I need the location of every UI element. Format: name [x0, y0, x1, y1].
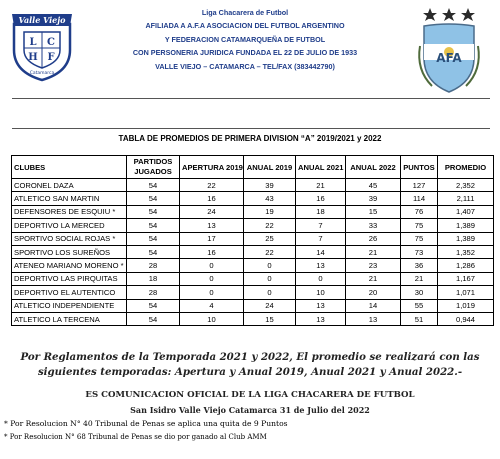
cell-club: DEFENSORES DE ESQUIU *: [12, 205, 127, 218]
header-line-contact: VALLE VIEJO – CATAMARCA – TEL/FAX (383442790): [155, 61, 335, 71]
cell-puntos: 55: [401, 299, 438, 312]
cell-apertura-2019: 22: [180, 179, 244, 192]
cell-club: DEPORTIVO LA MERCED: [12, 219, 127, 232]
cell-anual-2022: 20: [346, 286, 401, 299]
cell-anual-2021: 18: [296, 205, 346, 218]
cell-club: DEPORTIVO EL AUTENTICO: [12, 286, 127, 299]
cell-anual-2022: 21: [346, 245, 401, 258]
cell-partidos: 54: [127, 205, 180, 218]
official-communication: ES COMUNICACION OFICIAL DE LA LIGA CHACARERA DE FUTBOL: [85, 390, 415, 400]
logo-letter-f: F: [47, 52, 55, 63]
cell-promedio: 1,071: [438, 286, 494, 299]
place-date: San Isidro Valle Viejo Catamarca 31 de Julio del 2022: [130, 405, 370, 415]
cell-puntos: 30: [401, 286, 438, 299]
cell-anual-2021: 0: [296, 272, 346, 285]
cell-anual-2021: 21: [296, 179, 346, 192]
cell-apertura-2019: 4: [180, 299, 244, 312]
cell-apertura-2019: 10: [180, 312, 244, 325]
afa-logo: [414, 6, 484, 98]
cell-puntos: 21: [401, 272, 438, 285]
logo-bottom-text: Catamarca: [29, 71, 55, 76]
cell-promedio: 1,389: [438, 232, 494, 245]
cell-promedio: 2,352: [438, 179, 494, 192]
cell-partidos: 28: [127, 286, 180, 299]
cell-puntos: 114: [401, 192, 438, 205]
header-apertura-2019: APERTURA 2019: [180, 156, 244, 179]
cell-partidos: 54: [127, 232, 180, 245]
cell-promedio: 1,389: [438, 219, 494, 232]
logo-letter-l: L: [29, 37, 37, 48]
cell-anual-2021: 10: [296, 286, 346, 299]
table-row: [12, 259, 494, 272]
cell-anual-2022: 21: [346, 272, 401, 285]
header-line-league: Liga Chacarera de Futbol: [201, 8, 289, 17]
cell-promedio: 1,407: [438, 205, 494, 218]
cell-anual-2019: 0: [244, 286, 296, 299]
regulation-note: Por Reglamentos de la Temporada 2021 y 2022, El promedio se realizará con las siguientes temporadas: Apertura y Anual 2019, Anual 2021 y Anual 2022.-: [20, 351, 480, 378]
cell-anual-2019: 25: [244, 232, 296, 245]
cell-anual-2021: 13: [296, 299, 346, 312]
cell-anual-2022: 15: [346, 205, 401, 218]
cell-anual-2019: 43: [244, 192, 296, 205]
cell-promedio: 1,286: [438, 259, 494, 272]
header-line-founded: CON PERSONERIA JURIDICA FUNDADA EL 22 DE JULIO DE 1933: [132, 48, 358, 58]
cell-anual-2019: 0: [244, 259, 296, 272]
header-anual-2021: ANUAL 2021: [296, 156, 346, 179]
cell-club: SPORTIVO SOCIAL ROJAS *: [12, 232, 127, 245]
cell-anual-2019: 22: [244, 219, 296, 232]
cell-puntos: 73: [401, 245, 438, 258]
cell-anual-2021: 7: [296, 219, 346, 232]
cell-club: CORONEL DAZA: [12, 179, 127, 192]
header-line-afa: AFILIADA A A.F.A ASOCIACION DEL FUTBOL ARGENTINO: [145, 21, 345, 31]
cell-puntos: 36: [401, 259, 438, 272]
cell-promedio: 0,944: [438, 312, 494, 325]
table-row: [12, 219, 494, 232]
table-row: [12, 205, 494, 218]
table-row: [12, 286, 494, 299]
cell-puntos: 51: [401, 312, 438, 325]
table-row: [12, 312, 494, 325]
cell-club: ATENEO MARIANO MORENO *: [12, 259, 127, 272]
table-row: [12, 179, 494, 192]
cell-anual-2022: 13: [346, 312, 401, 325]
cell-anual-2022: 26: [346, 232, 401, 245]
league-header: [80, 6, 410, 73]
cell-club: SPORTIVO LOS SUREÑOS: [12, 245, 127, 258]
cell-anual-2019: 22: [244, 245, 296, 258]
cell-anual-2022: 39: [346, 192, 401, 205]
cell-partidos: 54: [127, 299, 180, 312]
liga-chacarera-logo: [10, 10, 74, 82]
cell-anual-2021: 13: [296, 259, 346, 272]
cell-club: ATLETICO LA TERCENA: [12, 312, 127, 325]
cell-anual-2021: 13: [296, 312, 346, 325]
cell-anual-2019: 0: [244, 272, 296, 285]
cell-apertura-2019: 24: [180, 205, 244, 218]
header-anual-2022: ANUAL 2022: [346, 156, 401, 179]
cell-apertura-2019: 0: [180, 272, 244, 285]
cell-anual-2019: 15: [244, 312, 296, 325]
cell-club: ATLETICO SAN MARTIN: [12, 192, 127, 205]
averages-table: [11, 155, 494, 326]
table-top-divider: [12, 128, 490, 129]
cell-puntos: 127: [401, 179, 438, 192]
cell-promedio: 2,111: [438, 192, 494, 205]
footnote-1: * Por Resolucion N° 40 Tribunal de Penas se aplica una quita de 9 Puntos: [4, 419, 288, 428]
cell-anual-2019: 24: [244, 299, 296, 312]
table-header-row: [12, 156, 494, 179]
cell-apertura-2019: 0: [180, 286, 244, 299]
cell-club: DEPORTIVO LAS PIRQUITAS: [12, 272, 127, 285]
cell-partidos: 54: [127, 312, 180, 325]
header-promedio: PROMEDIO: [438, 156, 494, 179]
cell-partidos: 54: [127, 245, 180, 258]
table-row: [12, 245, 494, 258]
table-row: [12, 232, 494, 245]
table-row: [12, 272, 494, 285]
afa-shield-icon: [414, 6, 484, 98]
cell-club: ATLETICO INDEPENDIENTE: [12, 299, 127, 312]
header-clubes: CLUBES: [12, 156, 127, 179]
cell-apertura-2019: 13: [180, 219, 244, 232]
cell-anual-2021: 7: [296, 232, 346, 245]
header-partidos-jugados: PARTIDOS JUGADOS: [127, 156, 180, 179]
cell-anual-2019: 39: [244, 179, 296, 192]
cell-promedio: 1,167: [438, 272, 494, 285]
cell-apertura-2019: 16: [180, 192, 244, 205]
table-title: TABLA DE PROMEDIOS DE PRIMERA DIVISION “A” 2019/2021 y 2022: [118, 134, 382, 143]
liga-chacarera-shield-icon: [10, 10, 74, 82]
table-row: [12, 192, 494, 205]
header-puntos: PUNTOS: [401, 156, 438, 179]
cell-puntos: 75: [401, 219, 438, 232]
table-row: [12, 299, 494, 312]
cell-anual-2022: 14: [346, 299, 401, 312]
header-divider: [12, 98, 490, 99]
cell-apertura-2019: 16: [180, 245, 244, 258]
cell-anual-2019: 19: [244, 205, 296, 218]
logo-letter-h: H: [28, 52, 38, 63]
header-line-federation: Y FEDERACION CATAMARQUEÑA DE FUTBOL: [164, 34, 326, 44]
cell-partidos: 18: [127, 272, 180, 285]
cell-puntos: 75: [401, 232, 438, 245]
cell-promedio: 1,352: [438, 245, 494, 258]
header-anual-2019: ANUAL 2019: [244, 156, 296, 179]
table-body: [12, 179, 494, 326]
logo-letter-c: C: [47, 37, 55, 48]
cell-anual-2022: 33: [346, 219, 401, 232]
cell-promedio: 1,019: [438, 299, 494, 312]
cell-partidos: 54: [127, 219, 180, 232]
cell-partidos: 28: [127, 259, 180, 272]
cell-puntos: 76: [401, 205, 438, 218]
cell-anual-2022: 45: [346, 179, 401, 192]
cell-anual-2021: 16: [296, 192, 346, 205]
cell-apertura-2019: 0: [180, 259, 244, 272]
logo-top-text: Valle Viejo: [18, 15, 66, 25]
afa-text: AFA: [436, 51, 462, 65]
cell-apertura-2019: 17: [180, 232, 244, 245]
cell-anual-2021: 14: [296, 245, 346, 258]
cell-partidos: 54: [127, 192, 180, 205]
cell-anual-2022: 23: [346, 259, 401, 272]
footnote-2: * Por Resolucion N° 68 Tribunal de Penas se dio por ganado al Club AMM: [4, 433, 267, 441]
cell-partidos: 54: [127, 179, 180, 192]
